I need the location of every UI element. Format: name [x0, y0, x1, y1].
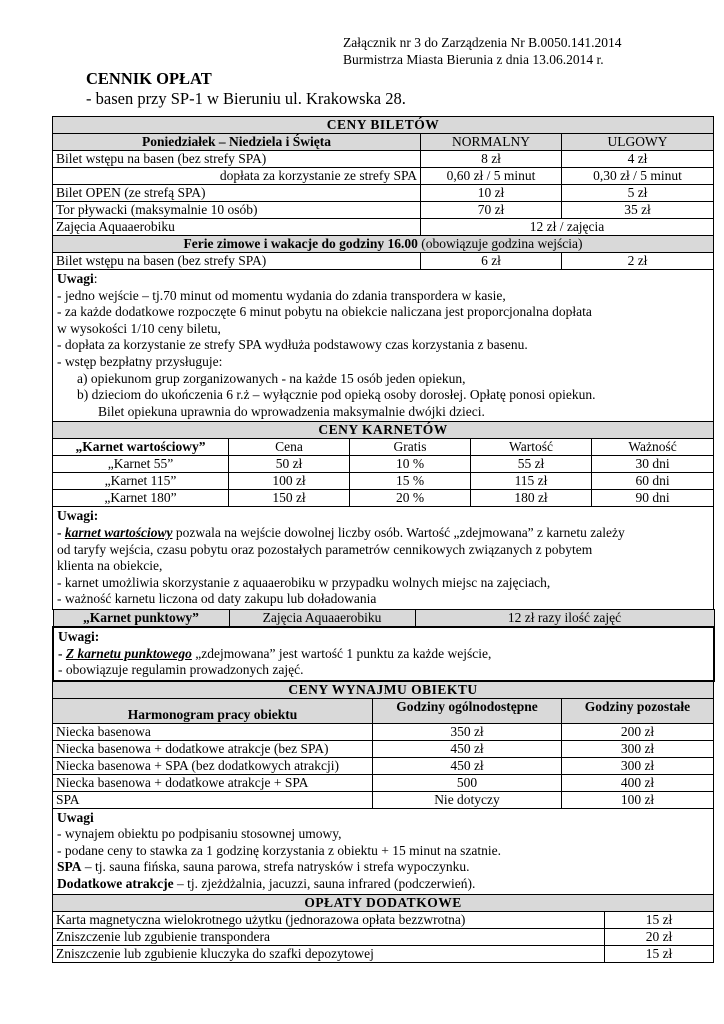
rental-label: Niecka basenowa — [53, 723, 373, 740]
passes-section-title: CENY KARNETÓW — [53, 422, 714, 439]
header-line-1: Załącznik nr 3 do Zarządzenia Nr B.0050.141.2014 — [343, 35, 622, 50]
rental-label: Niecka basenowa + SPA (bez dodatkowych atrakcji) — [53, 757, 373, 774]
fee-label: Zniszczenie lub zgubienie kluczyka do szafki depozytowej — [53, 945, 605, 962]
table-row — [53, 791, 714, 808]
fee-price: 20 zł — [605, 928, 714, 945]
col-pass-name: „Karnet wartościowy” — [53, 439, 229, 456]
passes-notes — [53, 507, 714, 610]
note-line: - wstęp bezpłatny przysługuje: — [57, 353, 223, 369]
spa-definition: – tj. sauna fińska, sauna parowa, strefa natrysków i strefa wypoczynku. — [81, 859, 470, 875]
pass-name: „Karnet 180” — [53, 490, 229, 507]
ferie-label: Bilet wstępu na basen (bez strefy SPA) — [53, 253, 421, 270]
tickets-table — [52, 116, 714, 422]
extras-definition: – tj. zjeżdżalnia, jacuzzi, sauna infrared (podczerwień). — [173, 876, 476, 892]
note-line: - ważność karnetu liczona od daty zakupu lub doładowania — [57, 591, 377, 607]
rental-section-title: CENY WYNAJMU OBIEKTU — [53, 681, 714, 698]
rental-label: Niecka basenowa + dodatkowe atrakcje + SPA — [53, 774, 373, 791]
col-normal: NORMALNY — [421, 134, 562, 151]
rental-other: 400 zł — [562, 774, 714, 791]
fee-price: 15 zł — [605, 945, 714, 962]
price-list — [52, 116, 713, 963]
rental-other: 200 zł — [562, 723, 714, 740]
rental-public: 450 zł — [373, 740, 562, 757]
points-pass-aqua: Zajęcia Aquaaerobiku — [229, 609, 415, 627]
note-line: od taryfy wejścia, czasu pobytu oraz pozostałych parametrów cennikowych związanych z pobytem — [57, 541, 593, 557]
note-line: - obowiązuje regulamin prowadzonych zajęć. — [58, 662, 304, 678]
table-row — [53, 740, 714, 757]
table-row — [53, 456, 714, 473]
sub-note-line: a) opiekunom grup zorganizowanych - na każde 15 osób jeden opiekun, — [77, 370, 466, 386]
note-line: klienta na obiekcie, — [57, 558, 163, 574]
document-header — [343, 34, 622, 68]
note-dash: - — [57, 524, 65, 540]
note-line: - dopłata za korzystanie ze strefy SPA wydłuża podstawowy czas korzystania z basenu. — [57, 337, 528, 353]
pass-name: „Karnet 55” — [53, 456, 229, 473]
col-reduced: ULGOWY — [562, 134, 714, 151]
pass-bonus: 15 % — [350, 473, 471, 490]
note-rest: „zdejmowana” jest wartość 1 punktu za każde wejście, — [191, 645, 492, 661]
page-title: CENNIK OPŁAT — [86, 69, 212, 88]
col-bonus: Gratis — [350, 439, 471, 456]
fees-section-title: OPŁATY DODATKOWE — [53, 894, 714, 911]
table-row — [53, 723, 714, 740]
table-row — [53, 185, 714, 202]
pass-validity: 90 dni — [592, 490, 714, 507]
ticket-normal: 10 zł — [421, 185, 562, 202]
notes-title: Uwagi: — [57, 508, 99, 524]
fee-price: 15 zł — [605, 911, 714, 928]
pass-value: 115 zł — [471, 473, 592, 490]
table-row — [53, 151, 714, 168]
points-pass-notes — [53, 627, 714, 681]
ticket-label: Bilet OPEN (ze strefą SPA) — [53, 185, 421, 202]
note-line: - wynajem obiektu po podpisaniu stosownej umowy, — [57, 826, 342, 842]
points-pass-table — [52, 609, 715, 682]
pass-price: 50 zł — [229, 456, 350, 473]
page-subtitle: - basen przy SP-1 w Bieruniu ul. Krakowska 28. — [86, 89, 406, 108]
ticket-reduced: 4 zł — [562, 151, 714, 168]
pass-bonus: 20 % — [350, 490, 471, 507]
fee-label: Zniszczenie lub zgubienie transpondera — [53, 928, 605, 945]
rental-public: 450 zł — [373, 757, 562, 774]
ferie-heading — [53, 236, 714, 253]
sub-note-line: Bilet opiekuna uprawnia do wprowadzenia maksymalnie dwójki dzieci. — [98, 403, 485, 419]
col-validity: Ważność — [592, 439, 714, 456]
notes-title: Uwagi: — [58, 628, 100, 644]
col-public-hours: Godziny ogólnodostępne — [373, 698, 562, 723]
table-row — [53, 490, 714, 507]
note-emphasis: Z karnetu punktowego — [65, 645, 192, 661]
col-days: Poniedziałek – Niedziela i Święta — [53, 134, 421, 151]
note-line: - jedno wejście – tj.70 minut od momentu wydania do zdania transpordera w kasie, — [57, 287, 506, 303]
spa-term: SPA — [57, 859, 82, 875]
note-line: - podane ceny to stawka za 1 godzinę korzystania z obiektu + 15 minut na szatnie. — [57, 842, 501, 858]
rental-label: Niecka basenowa + dodatkowe atrakcje (bez SPA) — [53, 740, 373, 757]
pass-value: 55 zł — [471, 456, 592, 473]
passes-table — [52, 421, 714, 610]
table-row — [53, 253, 714, 270]
table-row — [53, 945, 714, 962]
fees-table — [52, 894, 714, 963]
pass-validity: 60 dni — [592, 473, 714, 490]
pass-name: „Karnet 115” — [53, 473, 229, 490]
rental-other: 100 zł — [562, 791, 714, 808]
ticket-reduced: 5 zł — [562, 185, 714, 202]
ticket-label: Tor pływacki (maksymalnie 10 osób) — [53, 202, 421, 219]
ticket-reduced: 35 zł — [562, 202, 714, 219]
points-pass-price: 12 zł razy ilość zajęć — [415, 609, 714, 627]
col-schedule: Harmonogram pracy obiektu — [53, 698, 373, 723]
pass-price: 100 zł — [229, 473, 350, 490]
note-emphasis: karnet wartościowy — [64, 524, 173, 540]
fee-label: Karta magnetyczna wielokrotnego użytku (jednorazowa opłata bezzwrotna) — [53, 911, 605, 928]
notes-title: Uwagi — [57, 271, 94, 286]
pass-bonus: 10 % — [350, 456, 471, 473]
rental-public: Nie dotyczy — [373, 791, 562, 808]
ticket-label: dopłata za korzystanie ze strefy SPA — [53, 168, 421, 185]
ferie-heading-rest: (obowiązuje godzina wejścia) — [417, 236, 583, 251]
ticket-reduced: 0,30 zł / 5 minut — [562, 168, 714, 185]
table-row — [53, 757, 714, 774]
ferie-heading-bold: Ferie zimowe i wakacje do godziny 16.00 — [183, 236, 418, 251]
rental-label: SPA — [53, 791, 373, 808]
col-value: Wartość — [471, 439, 592, 456]
note-line: - karnet umożliwia skorzystanie z aquaaerobiku w przypadku wolnych miejsc na zajęciach, — [57, 574, 551, 590]
ticket-normal: 8 zł — [421, 151, 562, 168]
aqua-label: Zajęcia Aquaaerobiku — [53, 219, 421, 236]
pass-validity: 30 dni — [592, 456, 714, 473]
sub-note-line: b) dzieciom do ukończenia 6 r.ż – wyłącznie pod opieką osoby dorosłej. Opłatę ponosi opiekun. — [77, 387, 596, 403]
rental-other: 300 zł — [562, 740, 714, 757]
tickets-section-title: CENY BILETÓW — [53, 117, 714, 134]
ticket-label: Bilet wstępu na basen (bez strefy SPA) — [53, 151, 421, 168]
note-line: w wysokości 1/10 ceny biletu, — [57, 320, 221, 336]
col-other-hours: Godziny pozostałe — [562, 698, 714, 723]
rental-public: 500 — [373, 774, 562, 791]
ticket-normal: 70 zł — [421, 202, 562, 219]
ferie-reduced: 2 zł — [562, 253, 714, 270]
table-row — [53, 911, 714, 928]
rental-public: 350 zł — [373, 723, 562, 740]
notes-title: Uwagi — [57, 809, 94, 825]
pass-price: 150 zł — [229, 490, 350, 507]
aqua-price: 12 zł / zajęcia — [421, 219, 714, 236]
table-row — [53, 774, 714, 791]
header-line-2: Burmistrza Miasta Bierunia z dnia 13.06.2014 r. — [343, 52, 604, 67]
table-row — [53, 202, 714, 219]
col-price: Cena — [229, 439, 350, 456]
note-line: - za każde dodatkowe rozpoczęte 6 minut pobytu na obiekcie naliczana jest proporcjonalna dopłata — [57, 304, 592, 320]
table-row — [53, 219, 714, 236]
ferie-normal: 6 zł — [421, 253, 562, 270]
rental-table — [52, 681, 714, 895]
notes-colon: : — [93, 271, 98, 286]
table-row — [53, 928, 714, 945]
pass-value: 180 zł — [471, 490, 592, 507]
ticket-normal: 0,60 zł / 5 minut — [421, 168, 562, 185]
extras-term: Dodatkowe atrakcje — [57, 876, 174, 892]
points-pass-label: „Karnet punktowy” — [53, 609, 229, 627]
table-row — [53, 473, 714, 490]
note-rest: pozwala na wejście dowolnej liczby osób. Wartość „zdejmowana” z karnetu zależy — [172, 524, 625, 540]
note-dash: - — [58, 645, 66, 661]
rental-other: 300 zł — [562, 757, 714, 774]
table-row — [53, 168, 714, 185]
rental-notes — [53, 808, 714, 894]
tickets-notes — [53, 270, 714, 422]
